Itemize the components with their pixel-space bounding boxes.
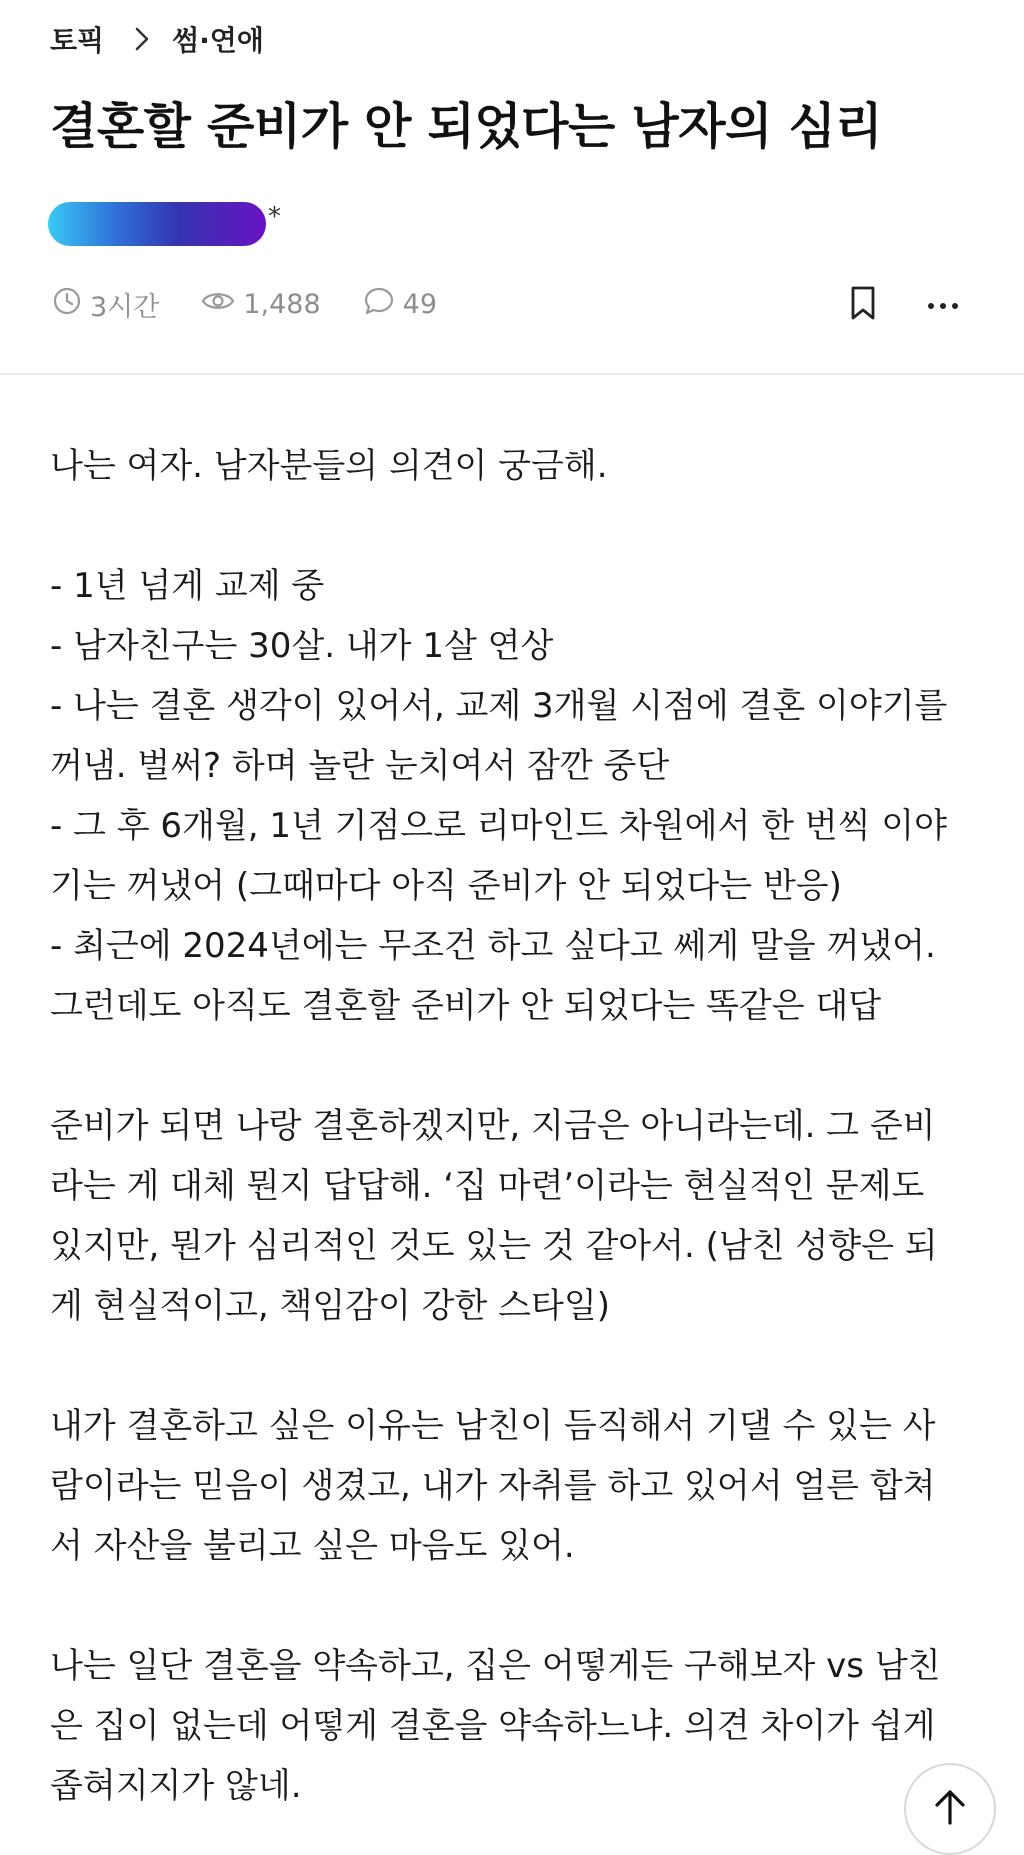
meta-comments-text: 49 bbox=[402, 288, 437, 320]
body-line: 그런데도 아직도 결혼할 준비가 안 되었다는 똑같은 대답 bbox=[50, 986, 882, 1026]
divider bbox=[0, 373, 1024, 375]
post-body bbox=[50, 436, 980, 1816]
body-line: 람이라는 믿음이 생겼고, 내가 자취를 하고 있어서 얼른 합쳐 bbox=[50, 1466, 936, 1506]
author-name-redacted bbox=[48, 202, 266, 246]
body-line: 은 집이 없는데 어떻게 결혼을 약속하느냐. 의견 차이가 쉽게 bbox=[50, 1706, 936, 1746]
paragraph-gap bbox=[50, 1576, 980, 1636]
more-button[interactable] bbox=[920, 282, 966, 328]
body-line: 있지만, 뭔가 심리적인 것도 있는 것 같아서. (남친 성향은 되 bbox=[50, 1226, 938, 1266]
bookmark-icon bbox=[848, 285, 878, 325]
body-line: 서 자산을 불리고 싶은 마음도 있어. bbox=[50, 1526, 575, 1566]
body-line: 좁혀지지가 않네. bbox=[50, 1766, 302, 1806]
breadcrumb bbox=[50, 14, 264, 64]
meta-views-text: 1,488 bbox=[243, 288, 321, 320]
paragraph-gap bbox=[50, 496, 980, 556]
body-line: - 그 후 6개월, 1년 기점으로 리마인드 차원에서 한 번씩 이야 bbox=[50, 806, 947, 846]
body-line: 나는 일단 결혼을 약속하고, 집은 어떻게든 구해보자 vs 남친 bbox=[50, 1646, 941, 1686]
body-line: 게 현실적이고, 책임감이 강한 스타일) bbox=[50, 1286, 610, 1326]
body-line: 내가 결혼하고 싶은 이유는 남친이 듬직해서 기댈 수 있는 사 bbox=[50, 1406, 936, 1446]
post-meta bbox=[52, 280, 479, 328]
body-line: - 최근에 2024년에는 무조건 하고 싶다고 쎄게 말을 꺼냈어. bbox=[50, 926, 936, 966]
author[interactable] bbox=[48, 202, 281, 246]
bookmark-button[interactable] bbox=[840, 282, 886, 328]
paragraph-gap bbox=[50, 1036, 980, 1096]
post-actions bbox=[840, 282, 966, 328]
body-line: - 1년 넘게 교제 중 bbox=[50, 566, 325, 606]
body-line: 나는 여자. 남자분들의 의견이 궁금해. bbox=[50, 446, 608, 486]
body-line: - 남자친구는 30살. 내가 1살 연상 bbox=[50, 626, 554, 666]
breadcrumb-category[interactable]: 썸·연애 bbox=[172, 24, 264, 57]
chevron-right-icon bbox=[134, 26, 150, 52]
body-line: 준비가 되면 나랑 결혼하겠지만, 지금은 아니라는데. 그 준비 bbox=[50, 1106, 936, 1146]
clock-icon bbox=[52, 286, 90, 323]
body-line: 기는 꺼냈어 (그때마다 아직 준비가 안 되었다는 반응) bbox=[50, 866, 842, 906]
arrow-up-icon bbox=[932, 1787, 968, 1831]
comment-icon bbox=[363, 286, 403, 323]
author-suffix: * bbox=[268, 202, 281, 232]
post-title: 결혼할 준비가 안 되었다는 남자의 심리 bbox=[50, 98, 883, 155]
more-icon bbox=[927, 296, 959, 315]
breadcrumb-topic[interactable]: 토픽 bbox=[50, 24, 105, 57]
meta-time bbox=[52, 285, 159, 324]
body-line: - 나는 결혼 생각이 있어서, 교제 3개월 시점에 결혼 이야기를 bbox=[50, 686, 948, 726]
meta-comments[interactable] bbox=[363, 286, 437, 323]
paragraph-gap bbox=[50, 1336, 980, 1396]
eye-icon bbox=[201, 286, 243, 323]
meta-time-text: 3시간 bbox=[90, 291, 160, 323]
body-line: 꺼냄. 벌써? 하며 놀란 눈치여서 잠깐 중단 bbox=[50, 746, 670, 786]
scroll-top-button[interactable] bbox=[904, 1763, 996, 1855]
body-line: 라는 게 대체 뭔지 답답해. ‘집 마련’이라는 현실적인 문제도 bbox=[50, 1166, 925, 1206]
meta-views bbox=[201, 286, 320, 323]
